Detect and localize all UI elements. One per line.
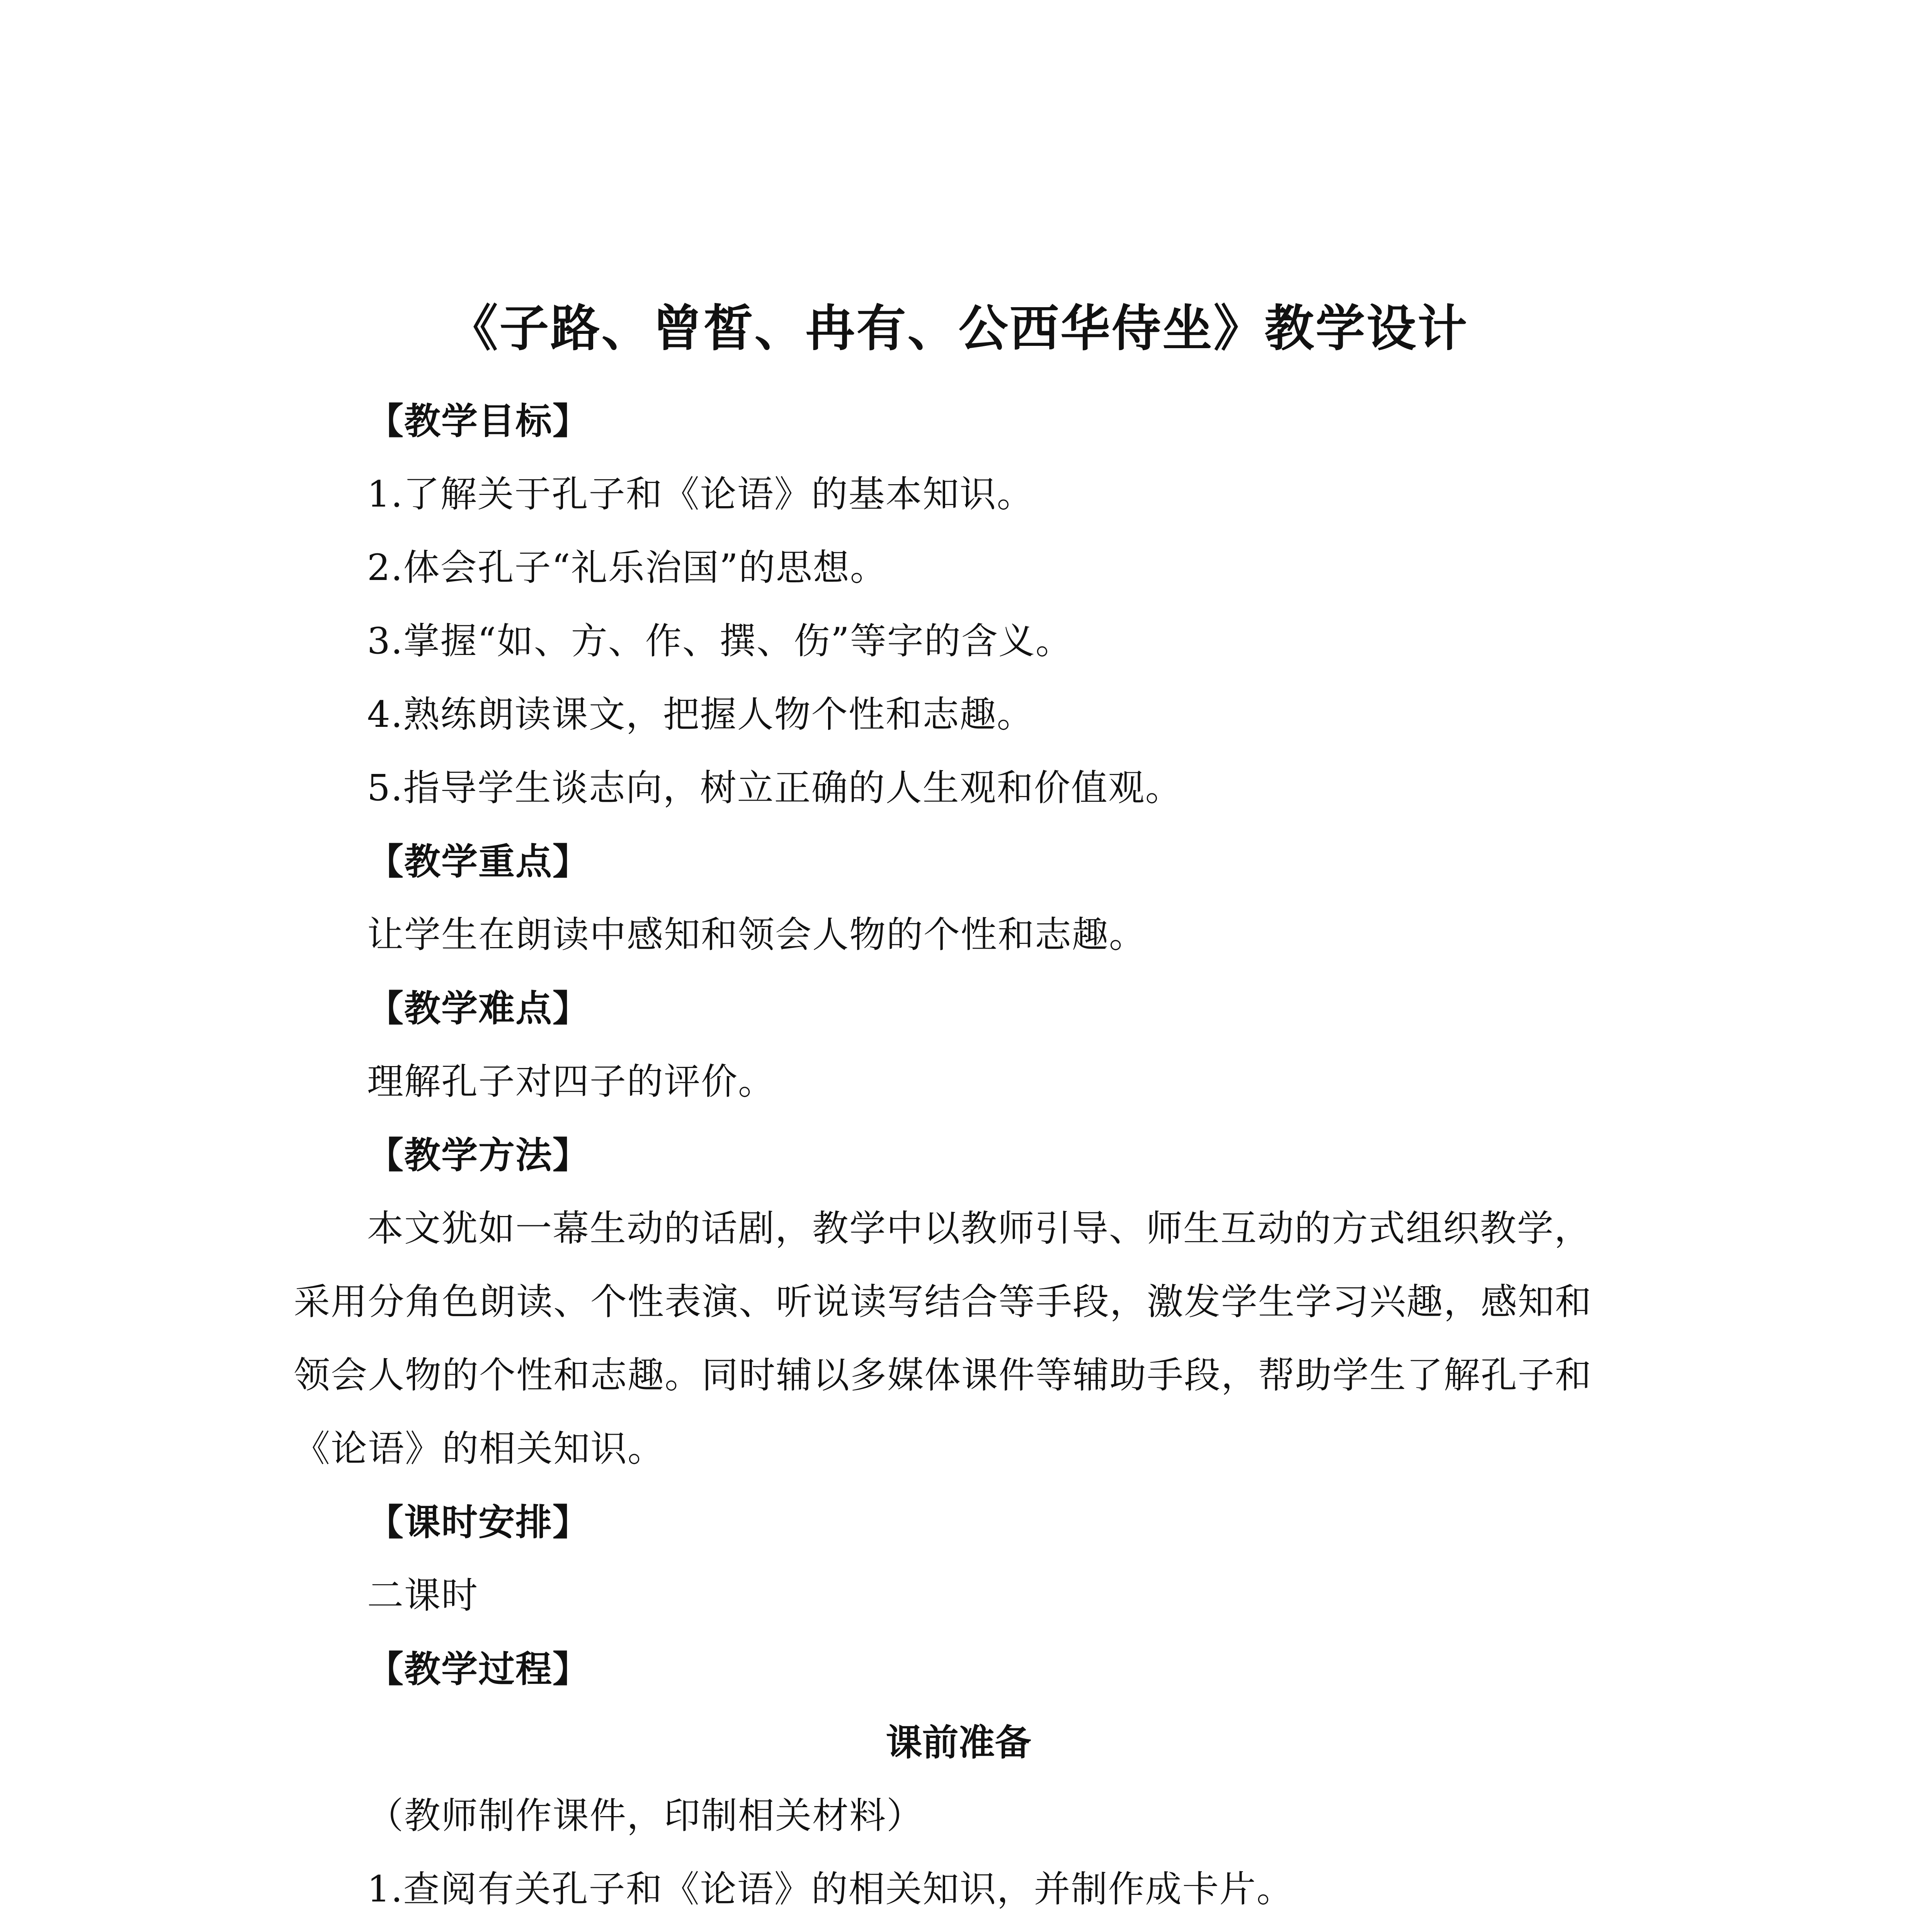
key-text: 让学生在朗读中感知和领会人物的个性和志趣。 bbox=[367, 914, 1146, 956]
prep-item: 1.查阅有关孔子和《论语》的相关知识，并制作成卡片。 bbox=[367, 1868, 1294, 1910]
method-line: 采用分角色朗读、个性表演、听说读写结合等手段，激发学生学习兴趣，感知和 bbox=[294, 1281, 1592, 1323]
difficult-text: 理解孔子对四子的评价。 bbox=[367, 1061, 776, 1103]
objective-item: 2.体会孔子“礼乐治国”的思想。 bbox=[367, 547, 887, 589]
objective-item: 3.掌握“如、方、作、撰、伤”等字的含义。 bbox=[367, 620, 1073, 662]
method-line: 本文犹如一幕生动的话剧，教学中以教师引导、师生互动的方式组织教学， bbox=[367, 1208, 1592, 1250]
process-heading: 【教学过程】 bbox=[367, 1648, 590, 1690]
objective-item: 1.了解关于孔子和《论语》的基本知识。 bbox=[367, 473, 1034, 515]
method-heading: 【教学方法】 bbox=[367, 1134, 590, 1177]
method-line: 领会人物的个性和志趣。同时辅以多媒体课件等辅助手段，帮助学生了解孔子和 bbox=[294, 1354, 1592, 1396]
prep-heading: 课前准备 bbox=[886, 1721, 1031, 1764]
objective-item: 4.熟练朗读课文，把握人物个性和志趣。 bbox=[367, 694, 1034, 736]
objective-item: 5.指导学生谈志向，树立正确的人生观和价值观。 bbox=[367, 767, 1182, 809]
objectives-heading: 【教学目标】 bbox=[367, 400, 590, 442]
prep-note: （教师制作课件，印制相关材料） bbox=[367, 1795, 924, 1837]
document-title: 《子路、曾皙、冉有、公西华侍坐》教学设计 bbox=[448, 299, 1469, 357]
key-heading: 【教学重点】 bbox=[367, 840, 590, 883]
difficult-heading: 【教学难点】 bbox=[367, 987, 590, 1030]
schedule-text: 二课时 bbox=[367, 1575, 479, 1617]
method-line: 《论语》的相关知识。 bbox=[294, 1428, 665, 1470]
schedule-heading: 【课时安排】 bbox=[367, 1501, 590, 1544]
